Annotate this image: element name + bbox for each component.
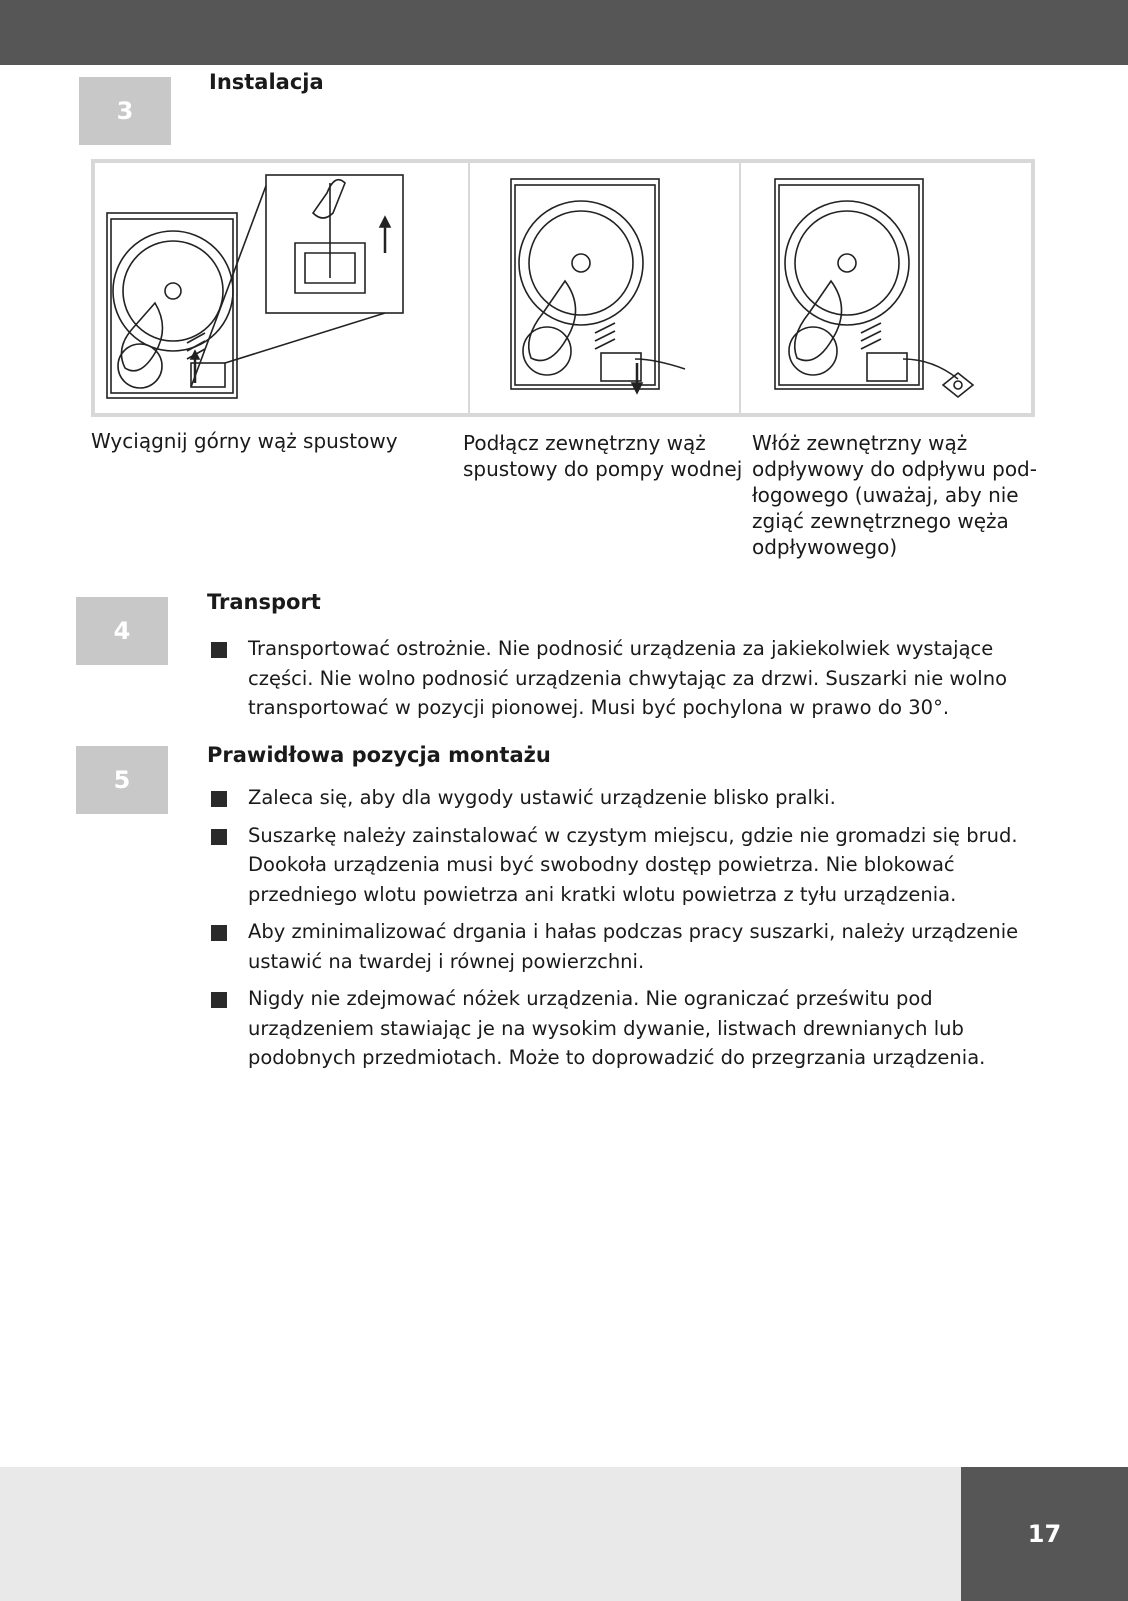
caption-3: Włóż zewnętrzny wąż odpływowy do odpływu pod-łogowego (uważaj, aby nie zgiąć zewnętrznego węża odpływowego) (752, 431, 1037, 559)
list-item (207, 984, 1052, 1073)
list-item-text: Suszarkę należy zainstalować w czystym miejscu, gdzie nie gromadzi się brud. Dookoła urządzenia musi być swobodny dostęp powietrza. Nie blokować przedniego wlotu powietrza ani kratki wlotu powietrza z tyłu urządzenia. (248, 823, 1018, 906)
installation-figure (91, 159, 1035, 417)
section-number-4 (76, 597, 168, 665)
section-number-label: 4 (113, 617, 131, 645)
list-item-text: Zaleca się, aby dla wygody ustawić urządzenie blisko pralki. (248, 786, 836, 809)
list-item (207, 783, 1052, 813)
section-title-mounting-position: Prawidłowa pozycja montażu (207, 743, 551, 767)
mounting-list (207, 783, 1052, 1081)
bullet-square-icon (211, 791, 227, 807)
arrow-down-icon (632, 383, 642, 393)
section-number-label: 5 (113, 766, 131, 794)
section-number-5 (76, 746, 168, 814)
dryer-back-panel-2 (511, 179, 685, 393)
bullet-square-icon (211, 992, 227, 1008)
footer-band (0, 1467, 1128, 1601)
list-item (207, 917, 1052, 976)
floor-drain-icon (943, 373, 973, 397)
page-number: 17 (1027, 1520, 1062, 1548)
list-item-text: Transportować ostrożnie. Nie podnosić urządzenia za jakiekolwiek wystające części. Nie wolno podnosić urządzenia chwytając za drzwi. Suszarki nie wolno transportować w pozycji pionowej. Musi być pochylona w prawo do 30°. (248, 637, 1007, 719)
bullet-square-icon (211, 925, 227, 941)
list-item-text: Aby zminimalizować drgania i hałas podczas pracy suszarki, należy urządzenie ustawić na twardej i równej powierzchni. (248, 920, 1019, 973)
dryer-back-panel-3 (775, 179, 973, 397)
bullet-square-icon (211, 642, 227, 658)
page-number-box (961, 1467, 1128, 1601)
header-bar (0, 0, 1128, 65)
bullet-square-icon (211, 829, 227, 845)
section-number-label: 3 (116, 97, 134, 125)
list-item-text: Nigdy nie zdejmować nóżek urządzenia. Nie ograniczać prześwitu pod urządzeniem stawiając je na wysokim dywanie, listwach drewnianych lub podobnych przedmiotach. Może to doprowadzić do przegrzania urządzenia. (248, 987, 986, 1069)
caption-2: Podłącz zewnętrzny wąż spustowy do pompy wodnej (463, 431, 743, 481)
list-item (207, 821, 1052, 910)
dryer-back-illustrations (95, 163, 1031, 413)
inset-detail (266, 175, 403, 313)
section-title-transport: Transport (207, 590, 321, 614)
list-item (207, 634, 1037, 723)
transport-list (207, 634, 1037, 731)
caption-1: Wyciągnij górny wąż spustowy (91, 429, 398, 453)
section-number-3 (79, 77, 171, 145)
section-title-installation: Instalacja (209, 70, 324, 94)
